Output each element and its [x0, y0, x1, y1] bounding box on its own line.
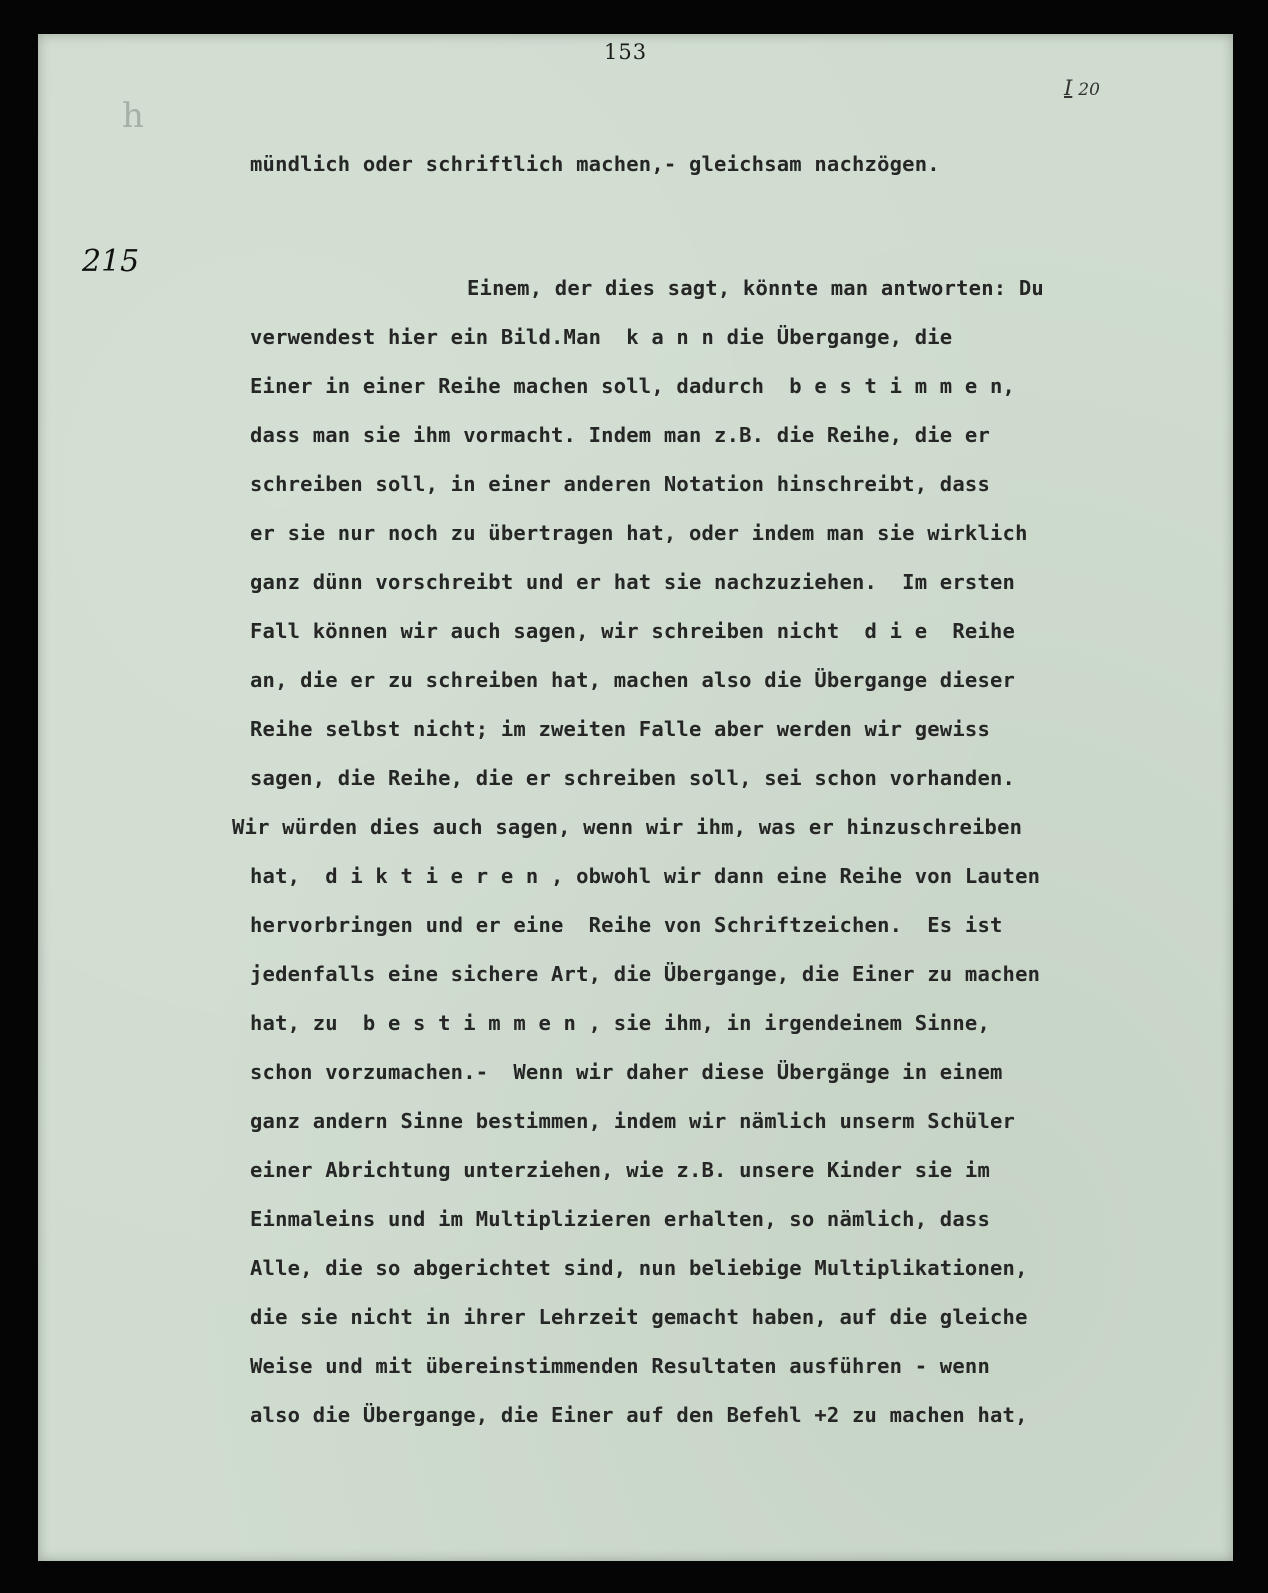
text-line: schreiben soll, in einer anderen Notation hinschreibt, dass — [250, 472, 990, 496]
text-line: Einer in einer Reihe machen soll, dadurch b e s t i m m e n, — [250, 374, 1016, 398]
typescript-sheet — [38, 34, 1233, 1561]
section-mark — [1064, 76, 1100, 100]
text-line: Alle, die so abgerichtet sind, nun beliebige Multiplikationen, — [250, 1256, 1028, 1280]
text-line: einer Abrichtung unterziehen, wie z.B. unsere Kinder sie im — [250, 1158, 990, 1182]
remark-number: 215 — [82, 244, 140, 279]
text-line: dass man sie ihm vormacht. Indem man z.B. die Reihe, die er — [250, 423, 990, 447]
opening-line: mündlich oder schriftlich machen,- gleichsam nachzögen. — [250, 152, 940, 176]
text-line: Wir würden dies auch sagen, wenn wir ihm, was er hinzuschreiben — [232, 815, 1023, 839]
text-line: also die Übergange, die Einer auf den Befehl +2 zu machen hat, — [250, 1403, 1028, 1427]
text-line: er sie nur noch zu übertragen hat, oder indem man sie wirklich — [250, 521, 1028, 545]
section-roman: I — [1064, 76, 1073, 100]
section-number: 20 — [1078, 80, 1100, 100]
text-line: sagen, die Reihe, die er schreiben soll, sei schon vorhanden. — [250, 766, 1016, 790]
text-line: hervorbringen und er eine Reihe von Schriftzeichen. Es ist — [250, 913, 1003, 937]
text-line: Fall können wir auch sagen, wir schreiben nicht d i e Reihe — [250, 619, 1016, 643]
text-line: hat, zu b e s t i m m e n , sie ihm, in irgendeinem Sinne, — [250, 1011, 990, 1035]
text-line: Reihe selbst nicht; im zweiten Falle aber werden wir gewiss — [250, 717, 990, 741]
text-line: schon vorzumachen.- Wenn wir daher diese Übergänge in einem — [250, 1060, 1003, 1084]
text-line: die sie nicht in ihrer Lehrzeit gemacht haben, auf die gleiche — [250, 1305, 1028, 1329]
text-line: jedenfalls eine sichere Art, die Übergange, die Einer zu machen — [250, 962, 1041, 986]
text-line: ganz dünn vorschreibt und er hat sie nachzuziehen. Im ersten — [250, 570, 1016, 594]
text-line: Weise und mit übereinstimmenden Resultaten ausführen - wenn — [250, 1354, 990, 1378]
text-line: Einmaleins und im Multiplizieren erhalten, so nämlich, dass — [250, 1207, 990, 1231]
pencil-mark: h — [122, 96, 144, 136]
text-line: an, die er zu schreiben hat, machen also die Übergange dieser — [250, 668, 1016, 692]
text-line: hat, d i k t i e r e n , obwohl wir dann eine Reihe von Lauten — [250, 864, 1041, 888]
text-line: verwendest hier ein Bild.Man k a n n die Übergange, die — [250, 325, 953, 349]
page-number: 153 — [604, 40, 648, 64]
text-line: Einem, der dies sagt, könnte man antworten: Du — [467, 276, 1044, 300]
text-line: ganz andern Sinne bestimmen, indem wir nämlich unserm Schüler — [250, 1109, 1016, 1133]
